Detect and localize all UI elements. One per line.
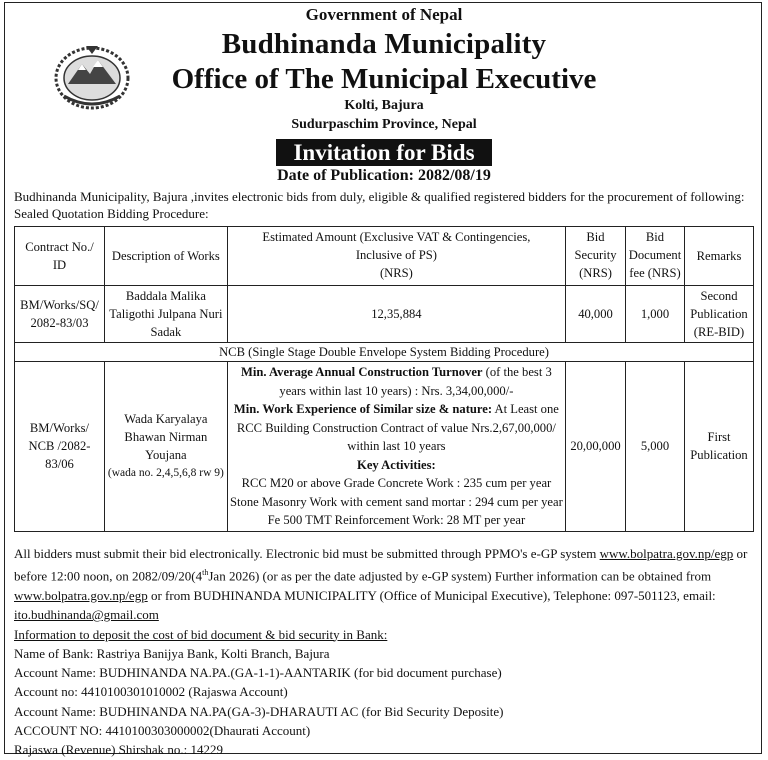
email-link[interactable]: ito.budhinanda@gmail.com [14,607,159,623]
office-title: Office of The Municipal Executive [171,63,597,95]
turnover-label: Min. Average Annual Construction Turnover [241,365,483,379]
row2-contract: BM/Works/ NCB /2082-83/06 [15,362,105,532]
table-row [15,362,754,532]
submission-text: or from BUDHINANDA MUNICIPALITY (Office of Municipal Executive), Telephone: 097-501123, email: [147,587,716,603]
instructions-section [14,544,759,760]
submission-text: All bidders must submit their bid electronically. Electronic bid must be submitted through PPMO's e-GP system [14,546,600,561]
row1-contract: BM/Works/SQ/ 2082-83/03 [15,286,105,343]
key-activities-label: Key Activities: [357,457,436,472]
row2-security: 20,00,000 [566,362,626,532]
province-line: Sudurpaschim Province, Nepal [291,117,477,132]
row2-description-text: Wada Karyalaya Bhawan Nirman Youjana [124,412,208,463]
row1-amount: 12,35,884 [227,286,565,343]
header-amount-line: Estimated Amount (Exclusive VAT & Contingencies, [262,230,531,244]
ncb-heading: NCB (Single Stage Double Envelope System Bidding Procedure) [15,343,754,362]
turnover-requirement [230,363,563,400]
bank-info-heading: Information to deposit the cost of bid document & bid security in Bank: [14,626,388,642]
row1-security: 40,000 [566,286,626,343]
header-contract: Contract No./ ID [15,227,105,286]
table-header-row [15,227,754,286]
bids-table [14,226,754,532]
date-superscript: th [202,568,209,578]
location-line: Kolti, Bajura [344,98,424,113]
municipality-title: Budhinanda Municipality [221,28,547,60]
bank-line: Account Name: BUDHINANDA NA.PA(GA-3)-DHARAUTI AC (for Bid Security Deposite) [14,703,504,719]
header-description: Description of Works [104,227,227,286]
activity-item: RCC M20 or above Grade Concrete Work : 235 cum per year [241,476,552,490]
publication-date: Date of Publication: 2082/08/19 [277,167,491,184]
egp-link[interactable]: www.bolpatra.gov.np/egp [599,546,734,561]
activity-item: Fe 500 TMT Reinforcement Work: 28 MT per year [267,513,526,527]
header-remarks: Remarks [684,227,753,286]
submission-text: or before 12:00 noon, on 2082/09/20(4 [14,546,748,584]
experience-requirement [230,400,563,456]
header-amount-line: Inclusive of PS) [355,248,437,262]
table-row [15,286,754,343]
submission-paragraph [14,544,759,625]
row2-description [104,362,227,532]
row1-remarks: Second Publication (RE-BID) [684,286,753,343]
bank-line: Rajaswa (Revenue) Shirshak no.: 14229 [14,742,224,758]
header-security: Bid Security (NRS) [566,227,626,286]
notice-title-banner: Invitation for Bids [276,139,491,166]
row2-remarks: First Publication [684,362,753,532]
government-title: Government of Nepal [305,5,463,24]
experience-text: At Least one RCC Building Construction Contract of value Nrs.2,67,00,000/ within last 10 years [236,402,559,453]
bank-line: Account no: 4410100301010002 (Rajaswa Account) [14,684,288,700]
table-row [15,343,754,362]
bank-line: ACCOUNT NO: 4410100303000002(Dhaurati Account) [14,723,311,738]
submission-text: Jan 2026) (or as per the date adjusted by e-GP system) Further information can be obtained from [208,568,712,584]
header-amount-line: (NRS) [379,266,413,280]
bank-line: Account Name: BUDHINANDA NA.PA.(GA-1-1)-AANTARIK (for bid document purchase) [14,665,502,681]
header-amount [227,227,565,286]
header-doc-fee: Bid Document fee (NRS) [626,227,685,286]
row2-doc-fee: 5,000 [626,362,685,532]
intro-line: Budhinanda Municipality, Bajura ,invites electronic bids from duly, eligible & qualified registered bidders for the procurement of following: [14,189,745,204]
row2-requirements [227,362,565,532]
activity-item: Stone Masonry Work with cement sand mortar : 294 cum per year [230,494,563,509]
procedure-line: Sealed Quotation Bidding Procedure: [14,206,209,221]
row1-description: Baddala Malika Taligothi Julpana Nuri Sadak [104,286,227,343]
row1-doc-fee: 1,000 [626,286,685,343]
turnover-text: (of the best 3 years within last 10 years) : Nrs. 3,34,00,000/- [279,365,552,398]
bank-line: Name of Bank: Rastriya Banijya Bank, Kolti Branch, Bajura [14,645,330,661]
intro-paragraph [14,188,759,222]
experience-label: Min. Work Experience of Similar size & nature: [233,402,493,416]
row2-description-note: (wada no. 2,4,5,6,8 rw 9) [107,467,224,480]
egp-link[interactable]: www.bolpatra.gov.np/egp [14,587,148,603]
